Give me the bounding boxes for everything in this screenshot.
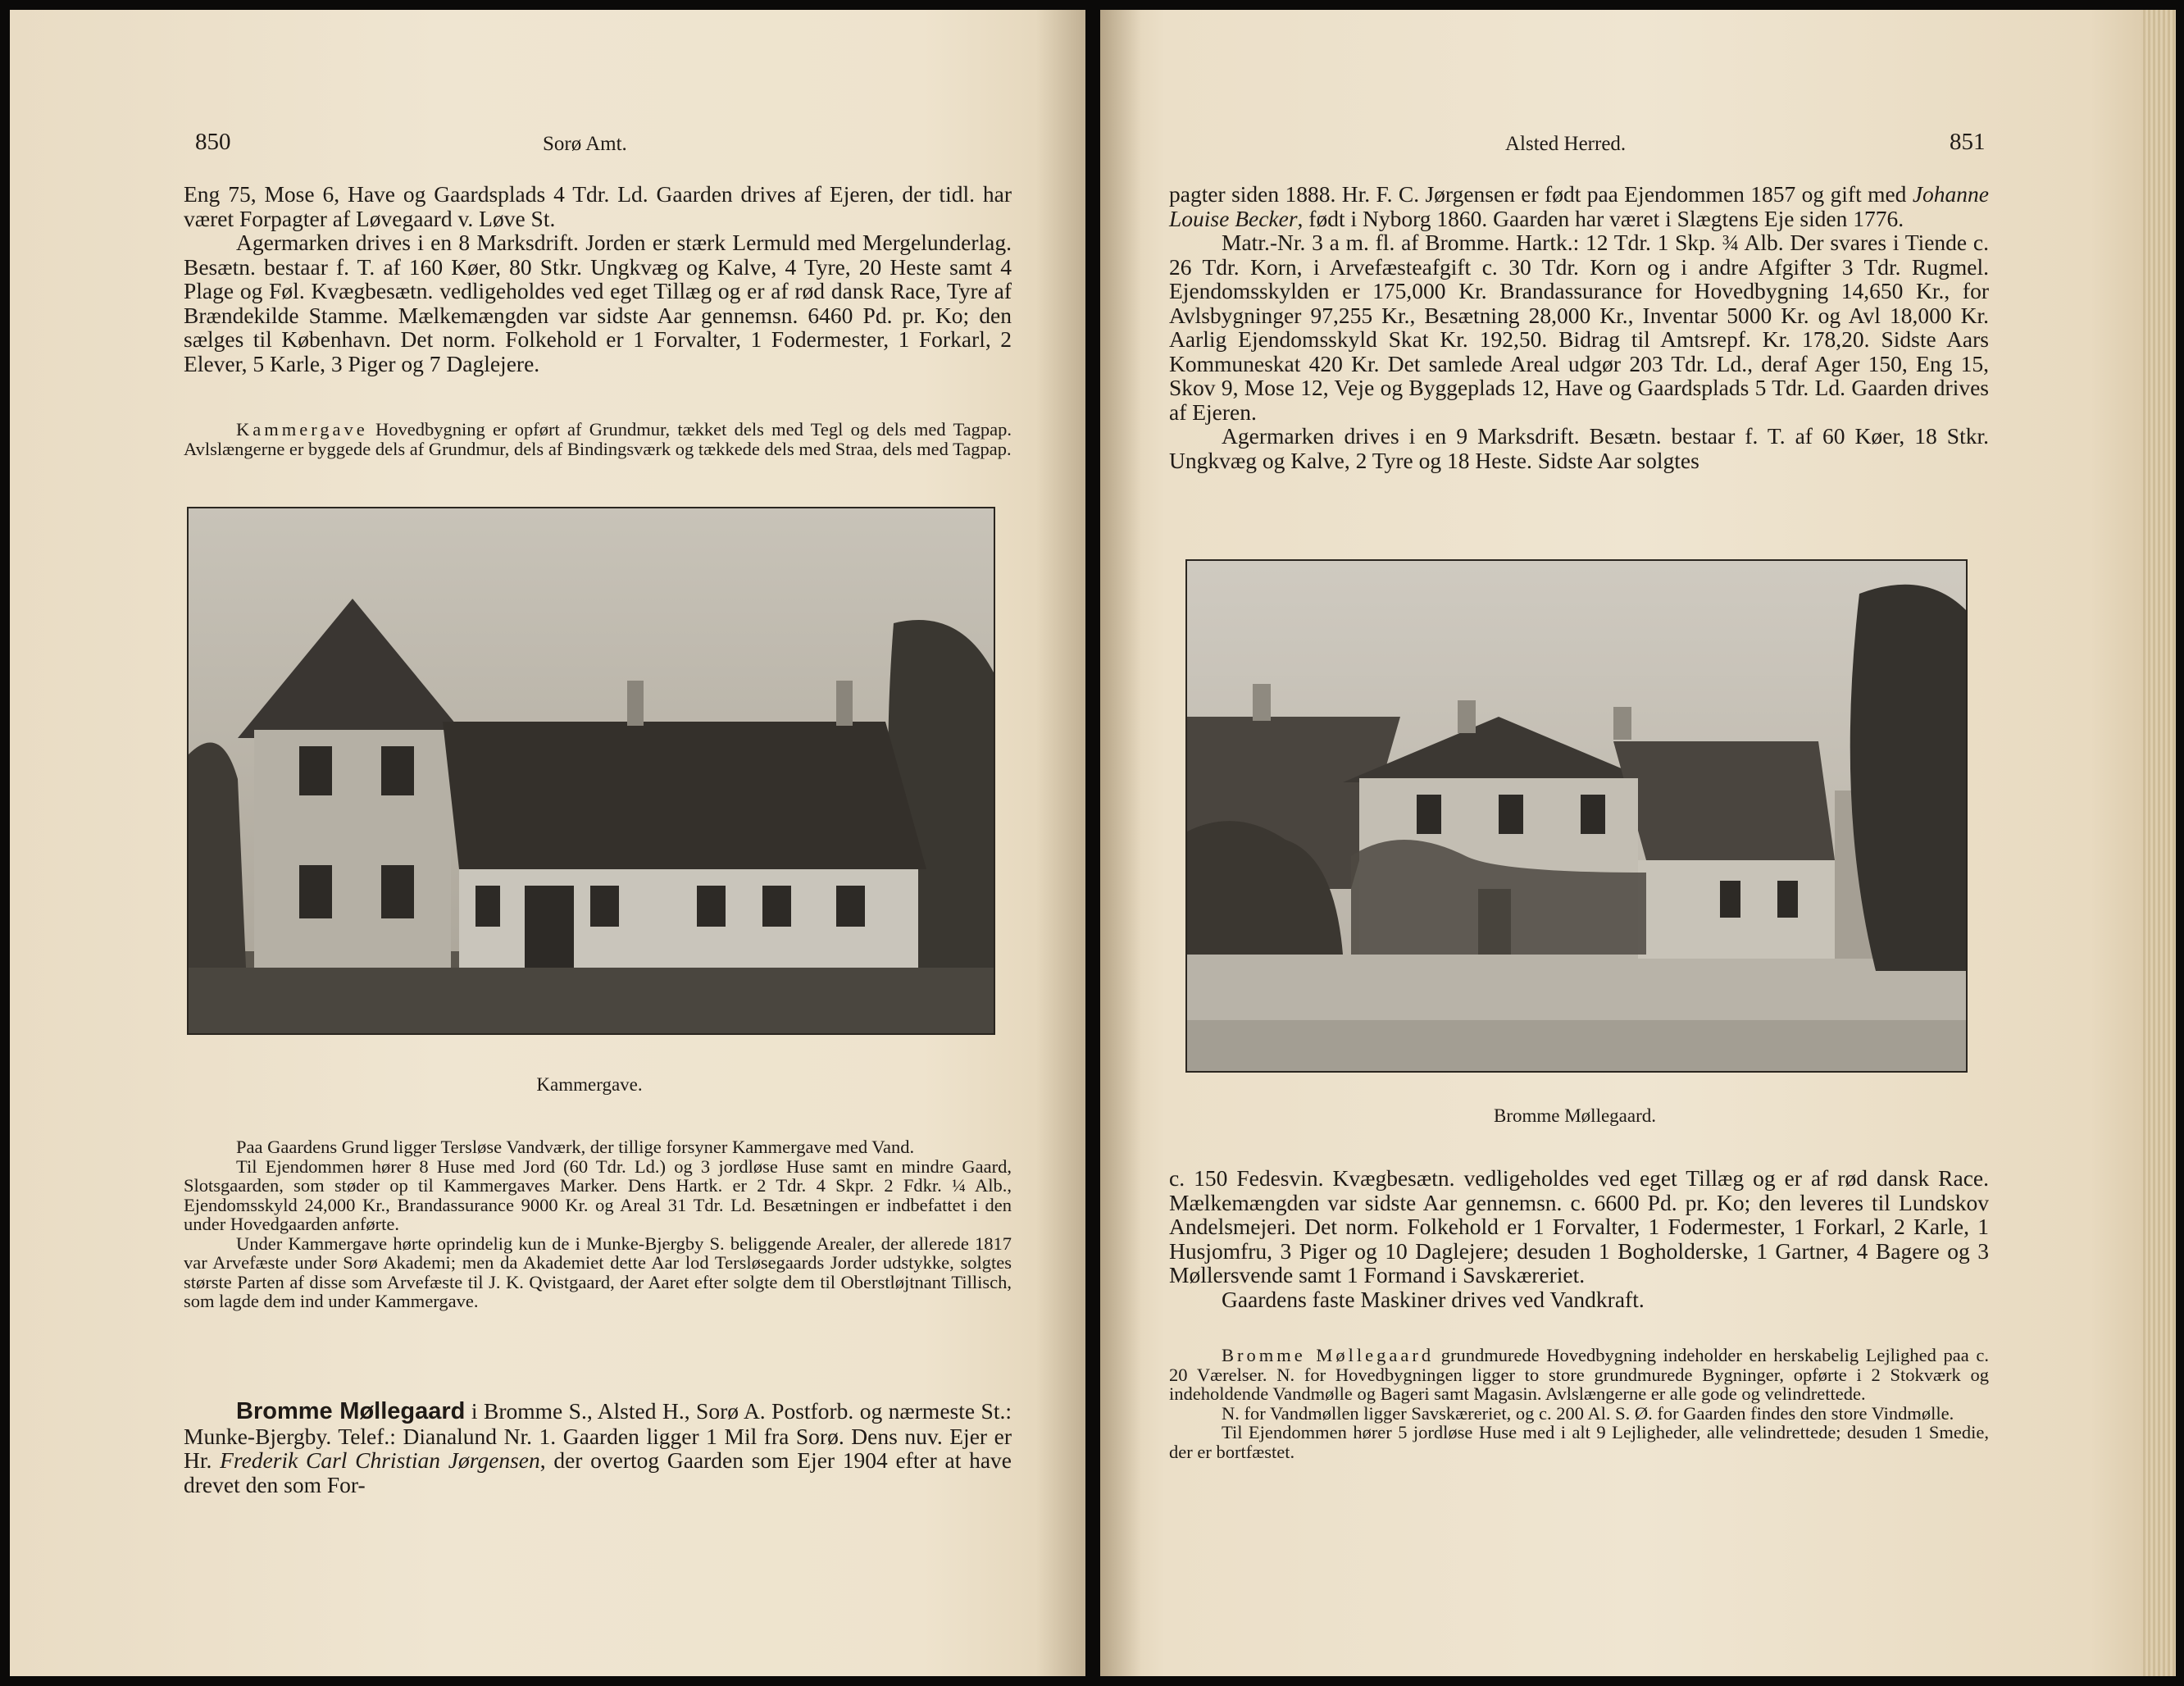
paragraph: Til Ejendommen hører 5 jordløse Huse med i alt 9 Lejligheder, alle velindrettede; desuden 1 Smedie, der er bortfæstet. bbox=[1169, 1422, 1989, 1462]
paragraph: Paa Gaardens Grund ligger Tersløse Vandværk, der tillige forsyner Kammergave med Vand. bbox=[236, 1137, 915, 1157]
farm-name-spaced: Bromme Møllegaard bbox=[1222, 1345, 1435, 1365]
left-top-text bbox=[184, 182, 1012, 376]
paragraph: Under Kammergave hørte oprindelig kun de i Munke-Bjergby S. beliggende Arealer, der allerede 1817 var Arvefæste under Sorø Akademi; men da Akademiet dette Aar lod Tersløsegaards Jorder udstykke, solgtes største Parten af disse som Arvefæste til J. K. Qvistgaard, der Aaret efter solgte dem til Oberstløjtnant Tillisch, som lagde dem ind under Kammergave. bbox=[184, 1233, 1012, 1311]
left-small-text-2 bbox=[184, 1137, 1012, 1311]
page-number: 851 bbox=[1950, 129, 1986, 155]
paragraph: Agermarken drives i en 8 Marksdrift. Jorden er stærk Lermuld med Mergelunderlag. Besætn. bestaar f. T. af 160 Køer, 80 Stkr. Ungkvæg og Kalve, 4 Tyre, 20 Heste samt 4 Plage og Føl. Kvægbesætn. vedligeholdes ved eget Tillæg og er af rød dansk Race, Tyre af Brændekilde Stamme. Mælkemængden var sidste Aar gennemsn. 6460 Pd. pr. Ko; den sælges til København. Det norm. Folkehold er 1 Forvalter, 1 Fodermester, 1 Forkarl, 2 Elever, 5 Karle, 3 Piger og 7 Daglejere. bbox=[184, 230, 1012, 376]
wife-name: Johanne Louise Becker bbox=[1169, 181, 1989, 231]
farmhouse-photo bbox=[1187, 561, 1966, 1071]
paragraph bbox=[1169, 182, 1989, 230]
paragraph-text: pagter siden 1888. Hr. F. C. Jørgensen er født paa Ejendommen 1857 og gift med bbox=[1169, 181, 1913, 207]
left-small-text-1 bbox=[184, 420, 1012, 458]
farmhouse-photo bbox=[189, 508, 994, 1033]
gutter-shadow bbox=[1100, 10, 1141, 1676]
paragraph: Hovedbygning er opført af Grundmur, tækket dels med Tegl og dels med Tagpap. Avlslængerne er byggede dels af Grundmur, dels af Bindingsværk og tækkede dels med Straa, dels med Tagpap. bbox=[184, 419, 1012, 459]
farm-name-heading: Bromme Møllegaard bbox=[236, 1398, 466, 1424]
paragraph: c. 150 Fedesvin. Kvægbesætn. vedligeholdes ved eget Tillæg og er af rød dansk Race. Mælkemængden var sidste Aar gennemsn. c. 6600 Pd. pr. Ko; den leveres til Lundskov Andelsmejeri. Det norm. Folkehold er 1 Forvalter, 1 Fodermester, 1 Forkarl, 2 Karle, 1 Husjomfru, 3 Piger og 10 Daglejere; desuden 1 Bogholderske, 1 Gartner, 4 Bagere og 3 Møllersvende samt 1 Formand i Savskæreriet. bbox=[1169, 1165, 1989, 1287]
paragraph: Eng 75, Mose 6, Have og Gaardsplads 4 Tdr. Ld. Gaarden drives af Ejeren, der tidl. har været Forpagter af Løvegaard v. Løve St. bbox=[184, 181, 1012, 231]
paragraph: grundmurede Hovedbygning indeholder en herskabelig Lejlighed paa c. 20 Værelser. N. for Hovedbygningen ligger to store grundmurede Bygninger, opførte i 2 Stokværk og indeholdende Vandmølle og Bageri samt Magasin. Avlslængerne er alle gode og velindrettede. bbox=[1169, 1345, 1989, 1404]
paragraph: Matr.-Nr. 3 a m. fl. af Bromme. Hartk.: 12 Tdr. 1 Skp. ¾ Alb. Der svares i Tiende c. 26 Tdr. Korn, i Arvefæsteafgift c. 30 Tdr. Korn og i andre Afgifter 3 Tdr. Rugmel. Ejendomsskylden er 175,000 Kr. Brandassurance for Hovedbygning 14,650 Kr., for Avlsbygninger 97,255 Kr., Besætning 28,000 Kr., Inventar 5000 Kr. og Avl 18,000 Kr. Aarlig Ejendomsskyld Skat Kr. 192,50. Bidrag til Amtsrepf. Kr. 178,20. Sidste Aars Kommuneskat 420 Kr. Det samlede Areal udgør 203 Tdr. Ld., deraf Ager 150, Eng 15, Skov 9, Mose 12, Veje og Byggeplads 12, Have og Gaardsplads 5 Tdr. Ld. Gaarden drives af Ejeren. bbox=[1169, 230, 1989, 425]
paragraph: Agermarken drives i en 9 Marksdrift. Besætn. bestaar f. T. af 60 Køer, 18 Stkr. Ungkvæg og Kalve, 2 Tyre og 18 Heste. Sidste Aar solgtes bbox=[1169, 423, 1989, 473]
paragraph: Gaardens faste Maskiner drives ved Vandkraft. bbox=[1222, 1286, 1645, 1312]
right-top-text bbox=[1169, 182, 1989, 472]
entry-text: i Bromme S., Alsted H., Sorø A. Postforb. og nærmeste St.: Munke-Bjergby. Telef.: Dianalund Nr. 1. Gaarden ligger 1 Mil fra Sorø. Dens nuv. Ejer er Hr. bbox=[184, 1398, 1012, 1473]
right-page bbox=[1100, 10, 2176, 1676]
paragraph: Til Ejendommen hører 8 Huse med Jord (60 Tdr. Ld.) og 3 jordløse Huse samt en mindre Gaard, Slotsgaarden, som støder op til Kammergaves Marker. Dens Hartk. er 2 Tdr. 4 Skpr. 2 Fdkr. ¼ Alb., Ejendomsskyld 24,000 Kr., Brandassurance 9000 Kr. og Areal 31 Tdr. Ld. Besætningen er indbefattet i den under Hovedgaarden anførte. bbox=[184, 1155, 1012, 1234]
right-bottom-text bbox=[1169, 1166, 1989, 1311]
photo-bromme-mollegaard bbox=[1185, 559, 1968, 1073]
entry-text: , der overtog Gaarden som Ejer 1904 efter at have drevet den som For- bbox=[184, 1447, 1012, 1497]
farm-name-spaced: Kammergave bbox=[236, 419, 368, 440]
page-number: 850 bbox=[195, 129, 231, 155]
running-header: Sorø Amt. bbox=[543, 133, 627, 155]
paragraph: N. for Vandmøllen ligger Savskæreriet, og c. 200 Al. S. Ø. for Gaarden findes den store Vindmølle. bbox=[1222, 1402, 1954, 1424]
photo-caption: Kammergave. bbox=[536, 1074, 643, 1095]
owner-name: Frederik Carl Christian Jørgensen bbox=[220, 1447, 540, 1473]
photo-kammergave bbox=[187, 507, 995, 1035]
gutter-shadow bbox=[1036, 10, 1085, 1676]
photo-caption: Bromme Møllegaard. bbox=[1493, 1105, 1656, 1126]
paragraph-text: , født i Nyborg 1860. Gaarden har været i Slægtens Eje siden 1776. bbox=[1297, 205, 1904, 231]
page-edge bbox=[2143, 10, 2176, 1676]
left-entry-text bbox=[184, 1399, 1012, 1497]
running-header: Alsted Herred. bbox=[1505, 133, 1627, 155]
right-small-text bbox=[1169, 1346, 1989, 1461]
left-page bbox=[10, 10, 1085, 1676]
